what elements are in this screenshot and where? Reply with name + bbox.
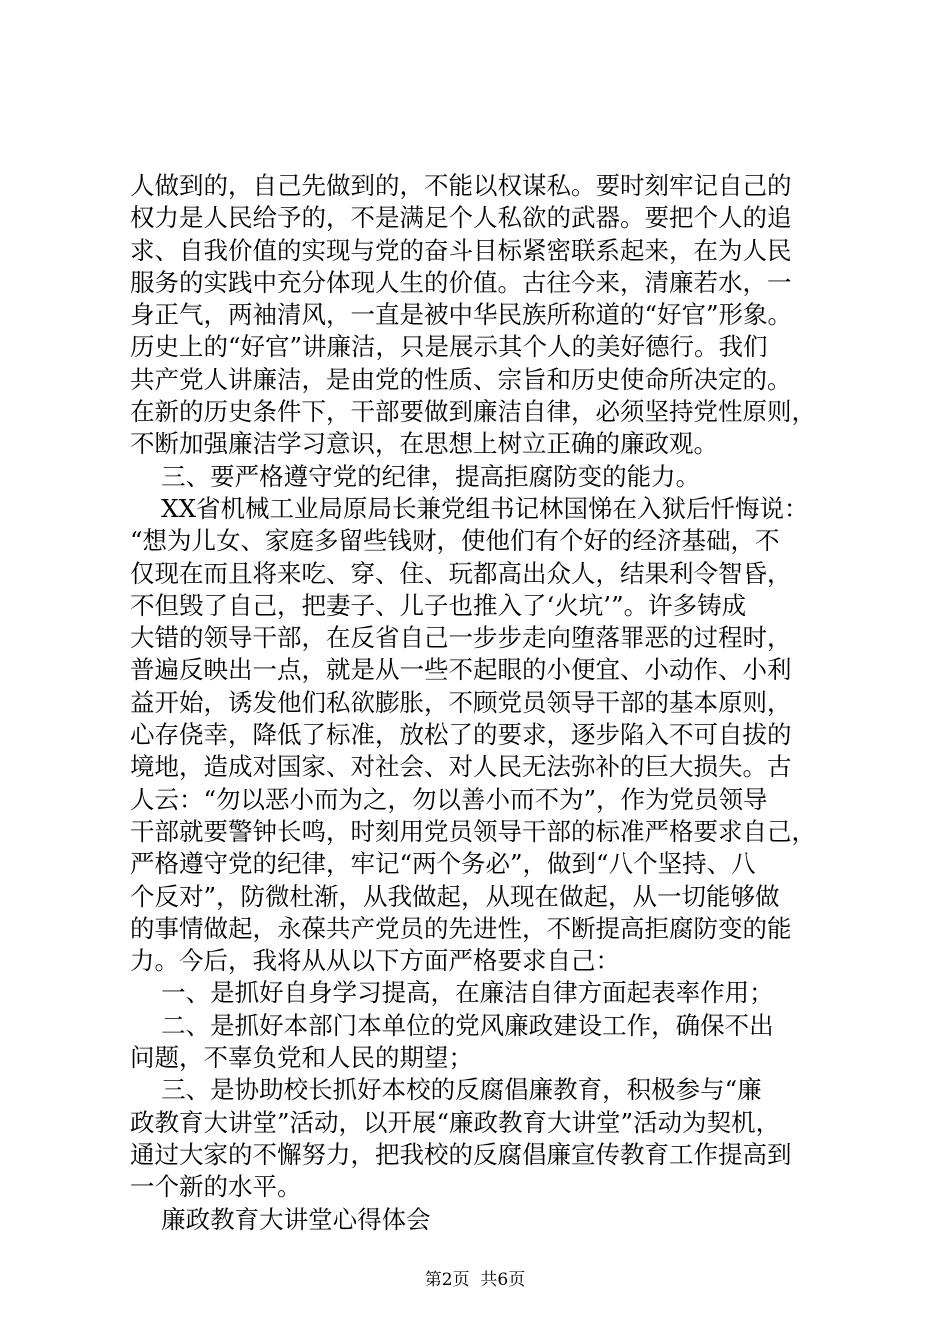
text-line: 求、自我价值的实现与党的奋斗目标紧密联系起来，在为人民 xyxy=(130,235,792,265)
text-line: 严格遵守党的纪律，牢记“两个务必”，做到“八个坚持、八 xyxy=(130,849,756,879)
list-item: 一、是抓好自身学习提高，在廉洁自律方面起表率作用； xyxy=(130,978,774,1008)
text-line: 问题，不辜负党和人民的期望； xyxy=(130,1043,473,1073)
page-number-footer: 第2页 共6页 xyxy=(424,1270,526,1290)
text-line: 仅现在而且将来吃、穿、住、玩都高出众人，结果利令智昏， xyxy=(130,558,792,588)
text-line: 力。今后，我将从从以下方面严格要求自己： xyxy=(130,946,620,976)
body-text xyxy=(130,170,830,1236)
text-line: 益开始，诱发他们私欲膨胀，不顾党员领导干部的基本原则， xyxy=(130,687,792,717)
text-line: XX省机械工业局原局长兼党组书记林国悌在入狱后忏悔说： xyxy=(130,493,809,523)
section-heading: 三、要严格遵守党的纪律，提高拒腐防变的能力。 xyxy=(130,461,701,491)
text-line: 不断加强廉洁学习意识，在思想上树立正确的廉政观。 xyxy=(130,429,718,459)
text-line: 一个新的水平。 xyxy=(130,1172,302,1202)
text-line: 通过大家的不懈努力，把我校的反腐倡廉宣传教育工作提高到 xyxy=(130,1139,792,1169)
text-line: 权力是人民给予的，不是满足个人私欲的武器。要把个人的追 xyxy=(130,203,792,233)
text-line: 心存侥幸，降低了标准，放松了的要求，逐步陷入不可自拔的 xyxy=(130,720,792,750)
text-line: 历史上的“好官”讲廉洁，只是展示其个人的美好德行。我们 xyxy=(130,332,768,362)
text-line: 大错的领导干部，在反省自己一步步走向堕落罪恶的过程时， xyxy=(130,623,792,653)
text-line: 政教育大讲堂”活动，以开展“廉政教育大讲堂”活动为契机， xyxy=(130,1107,781,1137)
closing-title: 廉政教育大讲堂心得体会 xyxy=(130,1204,431,1234)
text-line: 境地，造成对国家、对社会、对人民无法弥补的巨大损失。古 xyxy=(130,752,792,782)
text-line: 干部就要警钟长鸣，时刻用党员领导干部的标准严格要求自己， xyxy=(130,816,816,846)
list-item: 二、是抓好本部门本单位的党风廉政建设工作，确保不出 xyxy=(130,1010,774,1040)
text-line: 在新的历史条件下，干部要做到廉洁自律，必须坚持党性原则， xyxy=(130,397,816,427)
text-line: 共产党人讲廉洁，是由党的性质、宗旨和历史使命所决定的。 xyxy=(130,364,792,394)
text-line: 个反对”，防微杜渐，从我做起，从现在做起，从一切能够做 xyxy=(130,881,780,911)
text-line: 的事情做起，永葆共产党员的先进性，不断提高拒腐防变的能 xyxy=(130,913,792,943)
text-line: 普遍反映出一点，就是从一些不起眼的小便宜、小动作、小利 xyxy=(130,655,792,685)
text-line: 身正气，两袖清风，一直是被中华民族所称道的“好官”形象。 xyxy=(130,300,793,330)
text-line: 人做到的，自己先做到的，不能以权谋私。要时刻牢记自己的 xyxy=(130,171,792,200)
text-line: 不但毁了自己，把妻子、儿子也推入了‘火坑’”。许多铸成 xyxy=(130,590,747,620)
text-line: “想为儿女、家庭多留些钱财，使他们有个好的经济基础，不 xyxy=(130,526,780,556)
text-line: 人云：“勿以恶小而为之，勿以善小而不为”，作为党员领导 xyxy=(130,784,768,814)
list-item: 三、是协助校长抓好本校的反腐倡廉教育，积极参与“廉 xyxy=(130,1075,762,1105)
text-line: 服务的实践中充分体现人生的价值。古往今来，清廉若水，一 xyxy=(130,267,792,297)
